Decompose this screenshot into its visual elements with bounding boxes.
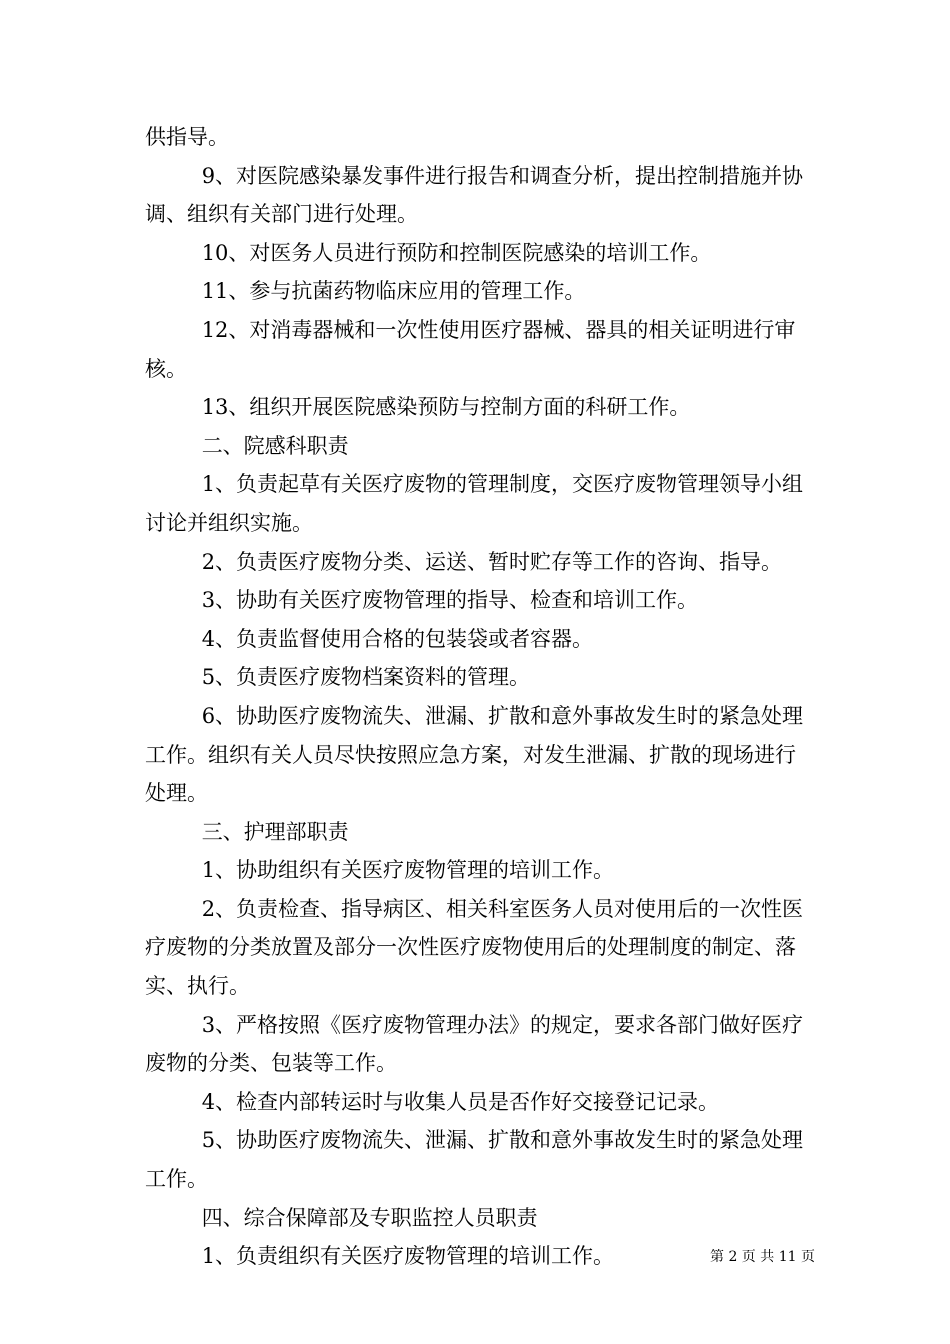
paragraph: 3、严格按照《医疗废物管理办法》的规定，要求各部门做好医疗废物的分类、包装等工作。 bbox=[145, 1012, 804, 1076]
paragraph: 5、负责医疗废物档案资料的管理。 bbox=[201, 665, 531, 690]
paragraph: 1、负责起草有关医疗废物的管理制度，交医疗废物管理领导小组讨论并组织实施。 bbox=[145, 472, 804, 535]
paragraph: 2、负责医疗废物分类、运送、暂时贮存等工作的咨询、指导。 bbox=[201, 549, 783, 574]
paragraph: 4、负责监督使用合格的包装袋或者容器。 bbox=[201, 626, 594, 651]
section-heading: 二、院感科职责 bbox=[201, 433, 349, 458]
paragraph: 11、参与抗菌药物临床应用的管理工作。 bbox=[201, 279, 586, 304]
paragraph: 2、负责检查、指导病区、相关科室医务人员对使用后的一次性医疗废物的分类放置及部分一次性医疗废物使用后的处理制度的制定、落实、执行。 bbox=[145, 896, 804, 999]
paragraph: 4、检查内部转运时与收集人员是否作好交接登记记录。 bbox=[201, 1089, 720, 1114]
paragraph: 5、协助医疗废物流失、泄漏、扩散和意外事故发生时的紧急处理工作。 bbox=[145, 1128, 804, 1192]
document-body bbox=[145, 118, 809, 1276]
paragraph: 供指导。 bbox=[145, 125, 229, 149]
section-heading: 四、综合保障部及专职监控人员职责 bbox=[201, 1205, 538, 1230]
paragraph: 1、协助组织有关医疗废物管理的培训工作。 bbox=[201, 858, 615, 883]
paragraph: 13、组织开展医院感染预防与控制方面的科研工作。 bbox=[201, 395, 691, 420]
page-number-footer: 第 2 页 共 11 页 bbox=[710, 1249, 815, 1265]
paragraph: 12、对消毒器械和一次性使用医疗器械、器具的相关证明进行审核。 bbox=[145, 317, 796, 381]
paragraph: 3、协助有关医疗废物管理的指导、检查和培训工作。 bbox=[201, 588, 699, 613]
paragraph: 9、对医院感染暴发事件进行报告和调查分析，提出控制措施并协调、组织有关部门进行处理。 bbox=[145, 163, 804, 227]
paragraph: 1、负责组织有关医疗废物管理的培训工作。 bbox=[201, 1244, 615, 1269]
section-heading: 三、护理部职责 bbox=[201, 819, 349, 844]
paragraph: 6、协助医疗废物流失、泄漏、扩散和意外事故发生时的紧急处理工作。组织有关人员尽快按照应急方案，对发生泄漏、扩散的现场进行处理。 bbox=[145, 703, 804, 806]
paragraph: 10、对医务人员进行预防和控制医院感染的培训工作。 bbox=[201, 240, 712, 265]
